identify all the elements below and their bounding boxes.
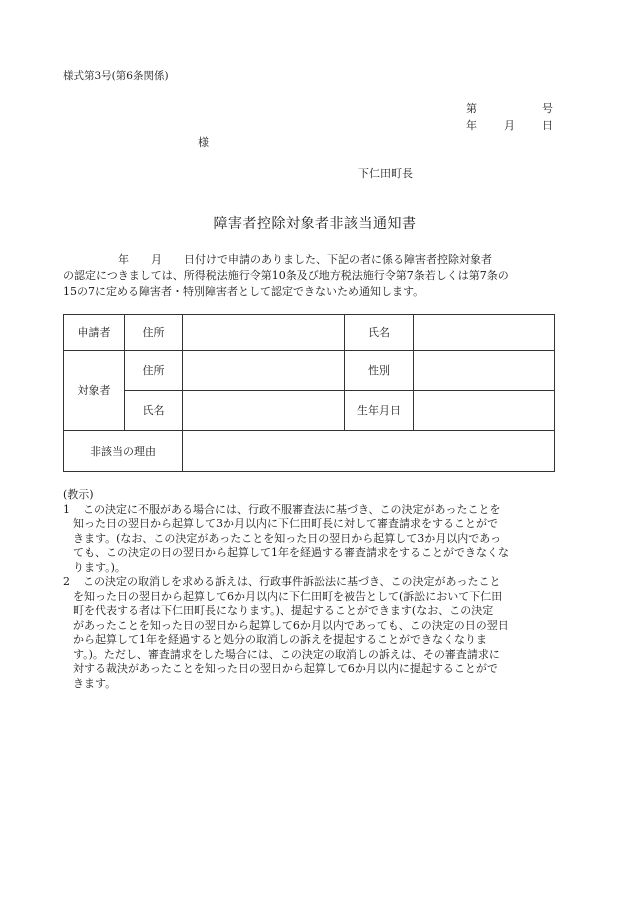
notice-line: この決定の取消しを求める訴えは、行政事件訴訟法に基づき、この決定があったこと [83,575,501,588]
notice-item-2 [63,575,555,691]
notice-item-number: 1 [63,502,70,516]
body-line: 15の7に定める障害者・特別障害者として認定できないため通知します。 [63,285,425,298]
number-suffix: 号 [542,102,553,115]
body-line: 年 月 日付けで申請のありました、下記の者に係る障害者控除対象者 [63,253,492,266]
subject-birthdate-value [414,391,555,431]
subject-gender-label: 性別 [345,351,414,391]
notice-line: ても、この決定の日の翌日から起算して1年を経過する審査請求をすることができなくな [73,546,509,559]
date-day: 日 [542,119,553,132]
notice-line: す。)。ただし、審査請求をした場合には、この決定の取消しの訴えは、その審査請求に [73,647,500,661]
subject-name-label: 氏名 [125,391,183,431]
date-month: 月 [504,119,515,132]
addressee-suffix: 様 [198,136,209,149]
notice-item-number: 2 [63,575,70,588]
date-year: 年 [466,119,477,132]
notice-line: ります。)。 [73,560,126,574]
body-line: の認定につきましては、所得税法施行令第10条及び地方税法施行令第7条若しくは第7条の [63,269,509,282]
notice-line: きます。(なお、この決定があったことを知った日の翌日から起算して3か月以内であっ [73,531,502,545]
applicant-name-label: 氏名 [345,315,414,351]
number-prefix: 第 [466,102,477,115]
notice-heading: (教示) [63,488,94,501]
subject-address-value [183,351,345,391]
notice-line: 町を代表する者は下仁田町長になります。)、提起することができます(なお、この決定 [73,604,494,617]
subject-row-2 [64,391,555,431]
reason-value [183,431,555,472]
appeal-notice [63,488,555,691]
notice-item-1 [63,503,555,576]
subject-row-1 [64,351,555,391]
notice-line: きます。 [73,676,117,690]
applicant-address-label: 住所 [125,315,183,351]
issuer: 下仁田町長 [358,167,413,180]
reason-label: 非該当の理由 [64,431,183,472]
reason-row [64,431,555,472]
subject-birthdate-label: 生年月日 [345,391,414,431]
applicant-info-table [63,314,555,472]
notice-line: この決定に不服がある場合には、行政不服審査法に基づき、この決定があったことを [83,502,501,516]
form-number: 様式第3号(第6条関係) [63,70,169,82]
notice-line: を知った日の翌日から起算して6か月以内に下仁田町を被告として(訴訟において下仁田 [73,589,503,603]
notice-line: から起算して1年を経過すると処分の取消しの訴えを提起することができなくなりま [73,633,487,646]
notice-line: 知った日の翌日から起算して3か月以内に下仁田町長に対して審査請求をすることがで [73,517,498,530]
subject-address-label: 住所 [125,351,183,391]
applicant-row [64,315,555,351]
document-title: 障害者控除対象者非該当通知書 [213,216,417,232]
notice-line: 対する裁決があったことを知った日の翌日から起算して6か月以内に提起することがで [73,662,498,675]
applicant-name-value [414,315,555,351]
subject-label: 対象者 [64,351,125,431]
subject-name-value [183,391,345,431]
applicant-label: 申請者 [64,315,125,351]
body-paragraph [63,252,555,300]
applicant-address-value [183,315,345,351]
notice-line: があったことを知った日の翌日から起算して6か月以内であっても、この決定の日の翌日 [73,618,509,632]
subject-gender-value [414,351,555,391]
